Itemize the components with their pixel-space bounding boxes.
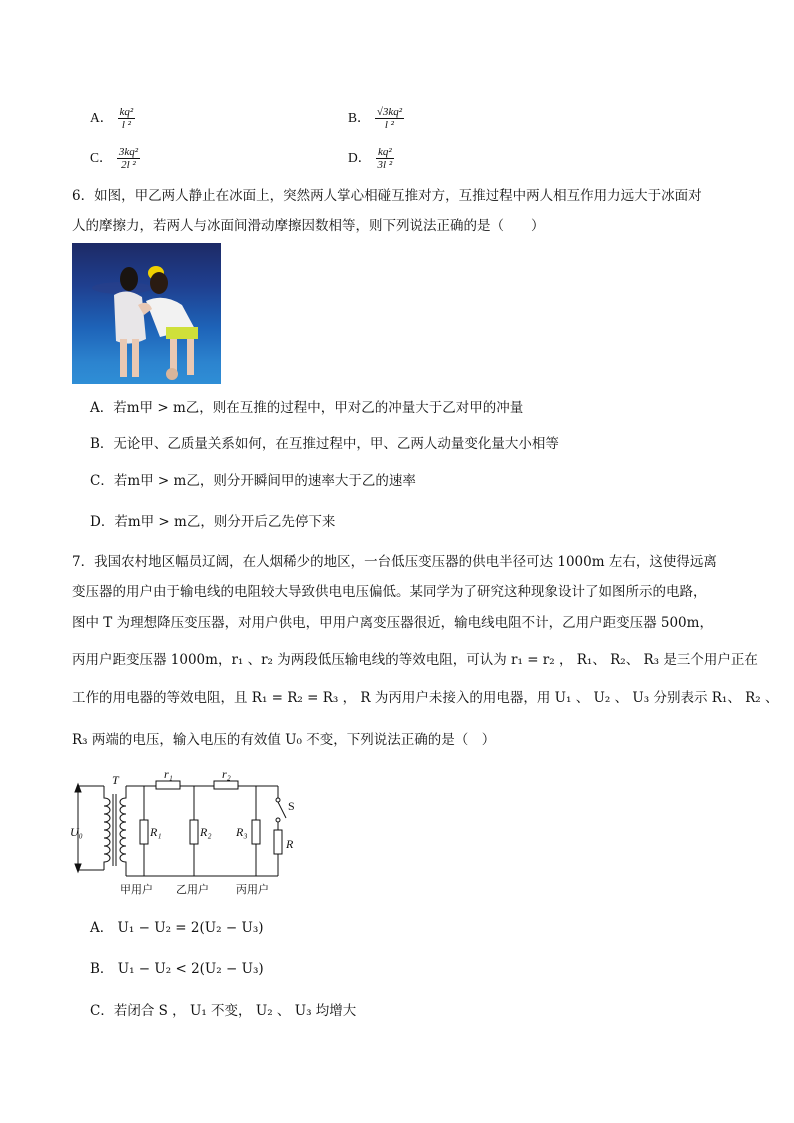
transformer-label: T: [112, 773, 119, 787]
R-label: R: [286, 837, 294, 851]
q5-option-a-fraction: $\frac{\text{kq²}}{\text{l ²}}$: [119, 106, 134, 131]
R3-label: R₃: [236, 825, 248, 839]
q7-line1: 7．我国农村地区幅员辽阔，在人烟稀少的地区，一台低压变压器的供电半径可达 1000m 左右，这使得远离: [72, 554, 717, 570]
skaters-photo: [72, 243, 221, 384]
u0-label: U₀: [70, 825, 83, 839]
q7-option-b: B． U₁ − U₂ < 2(U₂ − U₃): [90, 961, 264, 977]
q7-line6: R₃ 两端的电压，输入电压的有效值 U₀ 不变，下列说法正确的是（ ）: [72, 732, 496, 748]
q6-option-b: B．无论甲、乙质量关系如何，在互推过程中，甲、乙两人动量变化量大小相等: [90, 436, 559, 452]
q5-option-a: [90, 106, 135, 131]
R1-label: R₁: [150, 825, 162, 839]
q5-option-d-label: D．: [348, 150, 372, 165]
switch-s: [278, 802, 286, 818]
resistor-r2: [214, 781, 238, 789]
user2-label: 乙用户: [176, 883, 209, 896]
secondary-coil: [120, 786, 126, 876]
r1-label: r₁: [164, 768, 173, 781]
q6-option-a: A．若m甲 > m乙，则在互推的过程中，甲对乙的冲量大于乙对甲的冲量: [90, 400, 524, 416]
q7-line5: 工作的用电器的等效电阻，且 R₁ = R₂ = R₃ ， R 为丙用户未接入的用电器，用 U₁ 、 U₂ 、 U₃ 分别表示 R₁、 R₂ 、: [72, 690, 779, 706]
user1-label: 甲用户: [120, 883, 153, 896]
q5-option-b: [348, 106, 404, 131]
q5-option-d: [348, 146, 394, 171]
switch-label: S: [288, 799, 295, 813]
primary-coil: [104, 786, 110, 870]
circuit-diagram: [66, 768, 306, 902]
q5-option-a-label: A．: [90, 110, 114, 125]
q5-option-c-label: C．: [90, 150, 113, 165]
R2-label: R₂: [200, 825, 212, 839]
q7-line3: 图中 T 为理想降压变压器，对用户供电，甲用户离变压器很近，输电线电阻不计，乙用户距变压器 500m，: [72, 615, 713, 631]
q6-stem-line2: 人的摩擦力，若两人与冰面间滑动摩擦因数相等，则下列说法正确的是（ ）: [72, 218, 545, 234]
q6-option-c: C．若m甲 > m乙，则分开瞬间甲的速率大于乙的速率: [90, 473, 416, 489]
resistor-r1: [156, 781, 180, 789]
user3-label: 丙用户: [236, 883, 269, 896]
resistor-R3: [252, 820, 260, 844]
q7-line2: 变压器的用户由于输电线的电阻较大导致供电电压偏低。某同学为了研究这种现象设计了如图所示的电路，: [72, 584, 707, 600]
q5-option-b-fraction: $\frac{\text{√3kq²}}{\text{l ²}}$: [376, 106, 403, 131]
q6-stem-line1: 6．如图，甲乙两人静止在冰面上，突然两人掌心相碰互推对方，互推过程中两人相互作用力远大于冰面对: [72, 188, 702, 204]
q5-option-c: [90, 146, 140, 171]
r2-label: r₂: [222, 768, 231, 781]
q5-option-b-label: B．: [348, 110, 371, 125]
resistor-R: [274, 830, 282, 854]
q7-option-c: C．若闭合 S ， U₁ 不变， U₂ 、 U₃ 均增大: [90, 1003, 357, 1019]
q5-option-c-fraction: $\frac{\text{3kq²}}{\text{2l ²}}$: [118, 146, 138, 171]
resistor-R2: [190, 820, 198, 844]
resistor-R1: [140, 820, 148, 844]
q5-option-d-fraction: $\frac{\text{kq²}}{\text{3l ²}}$: [377, 146, 393, 171]
q6-option-d: D．若m甲 > m乙，则分开后乙先停下来: [90, 514, 336, 530]
q7-option-a: A． U₁ − U₂ = 2(U₂ − U₃): [90, 920, 264, 936]
q7-line4: 丙用户距变压器 1000m，r₁ 、r₂ 为两段低压输电线的等效电阻，可认为 r₁ = r₂ ， R₁、 R₂、 R₃ 是三个用户正在: [72, 652, 758, 668]
